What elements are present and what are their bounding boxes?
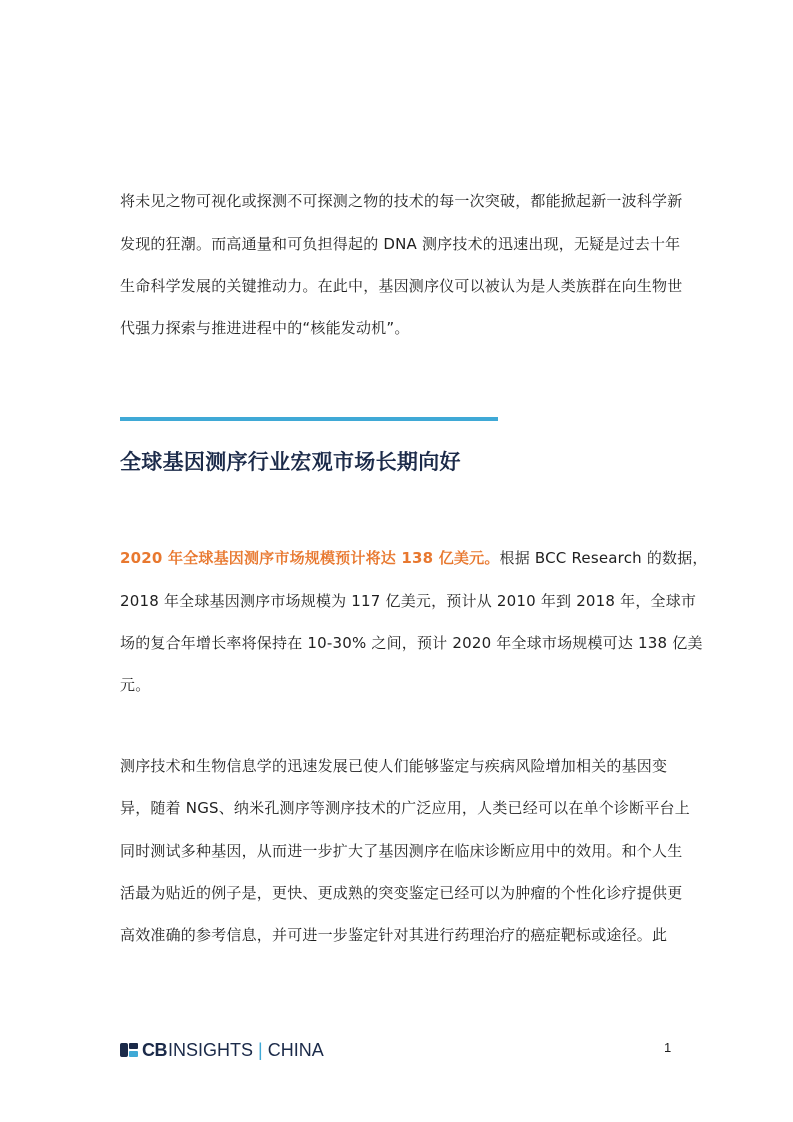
para1-line-2: 2018 年全球基因测序市场规模为 117 亿美元，预计从 2010 年到 2018 年，全球市 xyxy=(120,592,697,610)
intro-line-3: 生命科学发展的关键推动力。在此中，基因测序仪可以被认为是人类族群在向生物世 xyxy=(120,277,683,295)
para1-line-3: 场的复合年增长率将保持在 10-30% 之间，预计 2020 年全球市场规模可达 138 亿美 xyxy=(120,634,703,652)
intro-line-4: 代强力探索与推进进程中的“核能发动机”。 xyxy=(120,319,410,337)
logo-china-text: CHINA xyxy=(267,1039,324,1060)
para2-line-5: 高效准确的参考信息，并可进一步鉴定针对其进行药理治疗的癌症靶标或途径。此 xyxy=(120,926,668,944)
intro-line-2: 发现的狂潮。而高通量和可负担得起的 DNA 测序技术的迅速出现，无疑是过去十年 xyxy=(120,235,681,253)
logo-insights-text: INSIGHTS xyxy=(168,1039,254,1060)
cbinsights-china-logo xyxy=(120,1040,324,1060)
para2-line-3: 同时测试多种基因，从而进一步扩大了基因测序在临床诊断应用中的效用。和个人生 xyxy=(120,842,683,860)
para2-line-1: 测序技术和生物信息学的迅速发展已使人们能够鉴定与疾病风险增加相关的基因变 xyxy=(120,757,668,775)
logo-separator: | xyxy=(258,1039,263,1060)
para1-line-1 xyxy=(120,548,708,568)
page-number: 1 xyxy=(664,1040,672,1055)
section-heading: 全球基因测序行业宏观市场长期向好 xyxy=(120,450,461,474)
para1-line-1-rest: 根据 BCC Research 的数据， xyxy=(499,549,708,567)
section-divider xyxy=(120,417,498,421)
para1-line-4: 元。 xyxy=(120,676,151,694)
para2-line-2: 异，随着 NGS、纳米孔测序等测序技术的广泛应用，人类已经可以在单个诊断平台上 xyxy=(120,799,690,817)
para1-highlight: 2020 年全球基因测序市场规模预计将达 138 亿美元。 xyxy=(120,549,500,567)
logo-cb-text: CB xyxy=(142,1039,167,1060)
para2-line-4: 活最为贴近的例子是，更快、更成熟的突变鉴定已经可以为肿瘤的个性化诊疗提供更 xyxy=(120,884,683,902)
intro-line-1: 将未见之物可视化或探测不可探测之物的技术的每一次突破，都能掀起新一波科学新 xyxy=(120,192,683,210)
cbinsights-mark-icon xyxy=(120,1043,138,1057)
